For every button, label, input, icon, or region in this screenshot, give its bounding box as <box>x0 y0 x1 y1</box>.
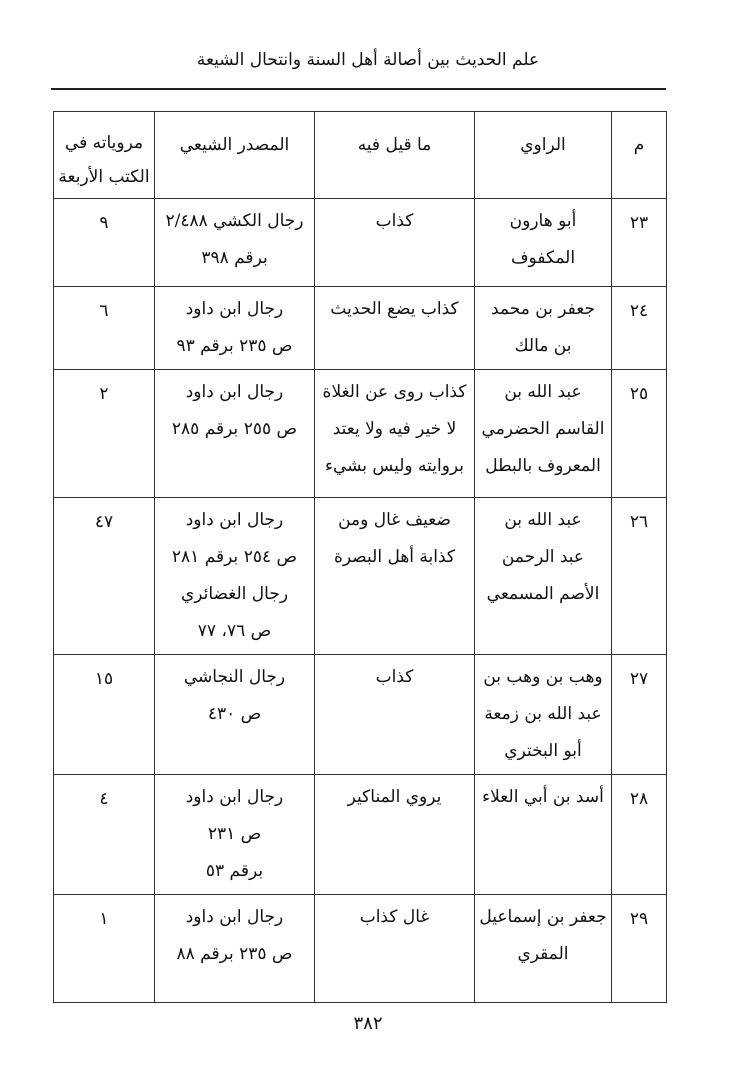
page-number: ٣٨٢ <box>353 1013 383 1034</box>
what-said-cell-line: غال كذاب <box>359 907 430 927</box>
source-cell <box>155 199 315 287</box>
what-said-cell <box>315 895 475 1003</box>
source-cell <box>155 775 315 895</box>
source-cell <box>155 370 315 498</box>
narrator-cell-line: وهب بن وهب بن <box>483 667 603 687</box>
narrator-cell <box>475 655 612 775</box>
narrator-cell-line: جعفر بن محمد <box>490 299 595 319</box>
what-said-cell-line: كذاب <box>375 667 414 687</box>
source-cell-line: برقم ٣٩٨ <box>201 248 268 268</box>
source-cell-line: رجال ابن داود <box>185 907 284 927</box>
row-number: ٢٩ <box>612 895 667 1003</box>
header-rule <box>51 88 666 90</box>
source-cell-line: ص ٤٣٠ <box>207 704 262 724</box>
source-cell-line: برقم ٥٣ <box>205 861 264 881</box>
table-header-row <box>54 112 667 199</box>
narrator-cell-line: عبد الله بن <box>504 510 582 530</box>
source-cell-line: رجال الكشي ٢/٤٨٨ <box>165 211 304 231</box>
narrator-cell-line: أبو هارون <box>509 211 577 231</box>
row-number: ٢٧ <box>612 655 667 775</box>
narrator-cell-line: بن مالك <box>514 336 572 356</box>
source-cell-line: ص ٢٣٥ برقم ٩٣ <box>176 336 293 356</box>
table-row <box>54 370 667 498</box>
narrations-count-cell: ٩ <box>54 199 155 287</box>
narrator-cell-line: جعفر بن إسماعيل <box>479 907 607 927</box>
what-said-cell-line: ضعيف غال ومن <box>338 510 451 530</box>
table-row <box>54 498 667 655</box>
narrator-cell-line: المعروف بالبطل <box>485 456 601 476</box>
what-said-cell-line: بروايته وليس بشيء <box>324 456 465 476</box>
source-cell-line: رجال الغضائري <box>180 584 289 604</box>
what-said-cell <box>315 775 475 895</box>
source-cell-line: رجال ابن داود <box>185 787 284 807</box>
row-number: ٢٨ <box>612 775 667 895</box>
source-cell-line: ص ٢٥٤ برقم ٢٨١ <box>171 547 298 567</box>
what-said-cell <box>315 199 475 287</box>
narrations-count-cell: ٦ <box>54 287 155 370</box>
running-header: علم الحديث بين أصالة أهل السنة وانتحال الشيعة <box>196 50 540 70</box>
narrations-count-cell: ٤ <box>54 775 155 895</box>
narrator-cell-line: عبد الله بن زمعة <box>484 704 602 724</box>
what-said-cell-line: كذاب يضع الحديث <box>330 299 459 319</box>
narrator-cell-line: المقري <box>517 944 569 964</box>
what-said-cell <box>315 655 475 775</box>
narrator-cell-line: أبو البختري <box>504 741 582 761</box>
narrations-count-cell: ٤٧ <box>54 498 155 655</box>
narrator-cell <box>475 895 612 1003</box>
header-what-said: ما قيل فيه <box>315 112 475 199</box>
source-cell-line: رجال ابن داود <box>185 299 284 319</box>
what-said-cell-line: لا خير فيه ولا يعتد <box>332 419 457 439</box>
narrator-cell-line: أسد بن أبي العلاء <box>482 787 604 807</box>
what-said-cell-line: كذاب <box>375 211 414 231</box>
what-said-cell <box>315 287 475 370</box>
table-row <box>54 775 667 895</box>
narrator-cell-line: عبد الرحمن <box>501 547 585 567</box>
row-number: ٢٤ <box>612 287 667 370</box>
what-said-cell-line: كذابة أهل البصرة <box>333 547 456 567</box>
narrator-cell <box>475 199 612 287</box>
source-cell <box>155 895 315 1003</box>
row-number: ٢٥ <box>612 370 667 498</box>
source-cell-line: رجال النجاشي <box>183 667 286 687</box>
narrator-cell <box>475 287 612 370</box>
narrators-table <box>53 111 667 1003</box>
narrator-cell-line: عبد الله بن <box>504 382 582 402</box>
source-cell <box>155 655 315 775</box>
narrations-count-cell: ١٥ <box>54 655 155 775</box>
source-cell-line: رجال ابن داود <box>185 382 284 402</box>
header-shia-source: المصدر الشيعي <box>155 112 315 199</box>
table-row <box>54 199 667 287</box>
source-cell-line: ص ٢٥٥ برقم ٢٨٥ <box>171 419 298 439</box>
narrator-cell <box>475 775 612 895</box>
narrator-cell-line: القاسم الحضرمي <box>481 419 605 439</box>
row-number: ٢٣ <box>612 199 667 287</box>
source-cell <box>155 498 315 655</box>
what-said-cell <box>315 370 475 498</box>
header-narrations-count: مروياته في الكتب الأربعة <box>54 112 155 199</box>
table-row <box>54 287 667 370</box>
narrator-cell-line: المكفوف <box>510 248 576 268</box>
source-cell-line: ص ٢٣١ <box>207 824 262 844</box>
row-number: ٢٦ <box>612 498 667 655</box>
narrator-cell-line: الأصم المسمعي <box>486 584 600 604</box>
narrator-cell <box>475 370 612 498</box>
what-said-cell <box>315 498 475 655</box>
source-cell-line: رجال ابن داود <box>185 510 284 530</box>
header-number: م <box>612 112 667 199</box>
narrator-cell <box>475 498 612 655</box>
header-narrator: الراوي <box>475 112 612 199</box>
what-said-cell-line: يروي المناكير <box>347 787 442 807</box>
table-row <box>54 655 667 775</box>
source-cell-line: ص ٢٣٥ برقم ٨٨ <box>176 944 293 964</box>
table-row <box>54 895 667 1003</box>
narrations-count-cell: ١ <box>54 895 155 1003</box>
source-cell-line: ص ٧٦، ٧٧ <box>197 621 272 641</box>
source-cell <box>155 287 315 370</box>
what-said-cell-line: كذاب روى عن الغلاة <box>322 382 467 402</box>
narrations-count-cell: ٢ <box>54 370 155 498</box>
